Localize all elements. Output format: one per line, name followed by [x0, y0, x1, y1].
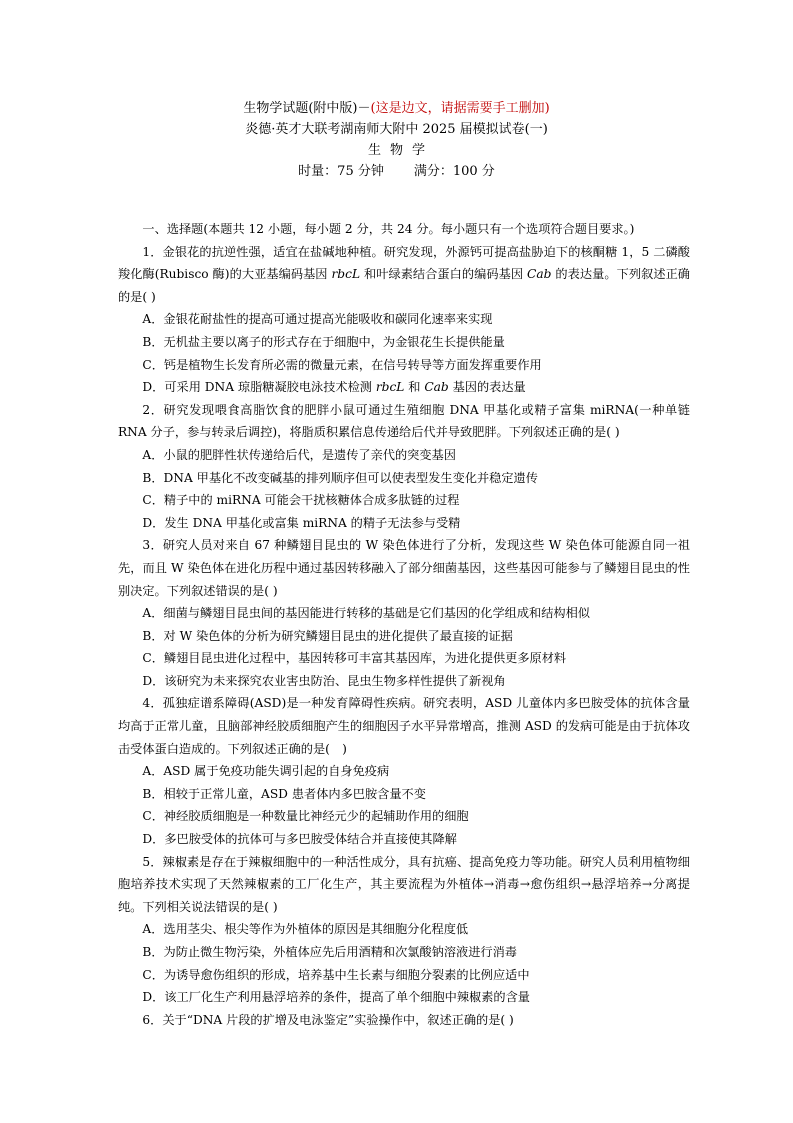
question-2-option-c: C．精子中的 miRNA 可能会干扰核糖体合成多肽链的过程 [142, 493, 460, 508]
subject-title: 生物学 [367, 143, 434, 158]
question-3-option-d: D．该研究为未来探究农业害虫防治、昆虫生物多样性提供了新视角 [142, 673, 506, 688]
question-5-option-b: B．为防止微生物污染，外植体应先后用酒精和次氯酸钠溶液进行消毒 [142, 945, 517, 959]
exam-time: 时量：75 分钟 [298, 164, 384, 179]
gene-name: rbcL [375, 380, 405, 395]
question-5-stem: 5．辣椒素是存在于辣椒细胞中的一种活性成分，具有抗癌、提高免疫力等功能。研究人员利用植物细胞培养技术实现了天然辣椒素的工厂化生产，其主要流程为外植体→消毒→愈伤组织→悬浮培养→分离提纯。下列相关说法错误的是( ) [118, 854, 690, 914]
gene-name: rbcL [331, 267, 361, 282]
question-1-stem [118, 241, 690, 309]
question-4-option-b: B．相较于正常儿童，ASD 患者体内多巴胺含量不变 [142, 786, 426, 801]
question-5-option-c: C．为诱导愈伤组织的形成，培养基中生长素与细胞分裂素的比例应适中 [142, 967, 530, 982]
exam-meta [0, 161, 793, 182]
question-2-option-b: B．DNA 甲基化不改变碱基的排列顺序但可以使表型发生变化并稳定遗传 [142, 470, 538, 485]
gene-name: Cab [424, 380, 449, 395]
exam-score: 满分：100 分 [413, 164, 495, 179]
question-4-stem: 4．孤独症谱系障碍(ASD)是一种发育障碍性疾病。研究表明，ASD 儿童体内多巴胺受体的抗体含量均高于正常儿童，且脑部神经胶质细胞产生的细胞因子水平异常增高，推测 ASD 的发病可能是由于抗体攻击受体蛋白造成的。下列叙述正确的是( ) [118, 696, 690, 756]
question-1-option-a: A．金银花耐盐性的提高可通过提高光能吸收和碳同化速率来实现 [142, 312, 493, 327]
header-running-title [0, 98, 793, 119]
question-2-stem: 2．研究发现喂食高脂饮食的肥胖小鼠可通过生殖细胞 DNA 甲基化或精子富集 miRNA(一种单链 RNA 分子，参与转录后调控)，将脂质积累信息传递给后代并导致肥胖。下列叙述正确的是( ) [118, 402, 690, 440]
question-1-option-b: B．无机盐主要以离子的形式存在于细胞中，为金银花生长提供能量 [142, 334, 505, 349]
q1-option-d-part: D．可采用 DNA 琼脂糖凝胶电泳技术检测 [142, 380, 376, 395]
q1-stem-part: 的表达量。下列叙述正确的是( ) [118, 267, 690, 304]
question-3-stem: 3．研究人员对来自 67 种鳞翅目昆虫的 W 染色体进行了分析，发现这些 W 染色体可能源自同一祖先，而且 W 染色体在进化历程中通过基因转移融入了部分细菌基因，这些基因可能参与了鳞翅目昆虫的性别决定。下列叙述错误的是( ) [118, 538, 690, 598]
exam-header [0, 98, 793, 182]
section-intro: 一、选择题(本题共 12 小题，每小题 2 分，共 24 分。每小题只有一个选项符合题目要求。) [142, 222, 635, 236]
question-4-option-d: D．多巴胺受体的抗体可与多巴胺受体结合并直接使其降解 [142, 832, 457, 847]
question-1-option-d [118, 376, 690, 399]
running-title-note: (这是边文，请据需要手工删加) [370, 101, 550, 116]
q1-option-d-part: 基因的表达量 [448, 380, 526, 395]
question-3-option-c: C．鳞翅目昆虫进化过程中，基因转移可丰富其基因库，为进化提供更多原材料 [142, 651, 567, 666]
question-4-option-c: C．神经胶质细胞是一种数量比神经元少的起辅助作用的细胞 [142, 809, 469, 824]
question-4-option-a: A．ASD 属于免疫功能失调引起的自身免疫病 [142, 764, 390, 779]
question-6-stem: 6．关于“DNA 片段的扩增及电泳鉴定”实验操作中，叙述正确的是( ) [142, 1012, 514, 1027]
running-title-text: 生物学试题(附中版)－ [243, 101, 371, 116]
question-2-option-d: D．发生 DNA 甲基化或富集 miRNA 的精子无法参与受精 [142, 515, 461, 530]
question-5-option-d: D．该工厂化生产利用悬浮培养的条件，提高了单个细胞中辣椒素的含量 [142, 990, 530, 1005]
exam-title: 炎德·英才大联考湖南师大附中 2025 届模拟试卷(一) [245, 122, 548, 137]
question-2-option-a: A．小鼠的肥胖性状传递给后代，是遗传了亲代的突变基因 [142, 447, 456, 462]
question-3-option-b: B．对 W 染色体的分析为研究鳞翅目昆虫的进化提供了最直接的证据 [142, 628, 513, 643]
exam-content [118, 218, 690, 1031]
q1-stem-part: 1．金银花的抗逆性强，适宜在盐碱地种植。研究发现，外源钙可提高盐胁迫下的核酮糖 1，5 二磷酸羧化酶(Rubisco 酶)的大亚基编码基因 [118, 244, 690, 282]
q1-option-d-part: 和 [404, 380, 425, 395]
question-1-option-c: C．钙是植物生长发育所必需的微量元素，在信号转导等方面发挥重要作用 [142, 357, 542, 372]
gene-name: Cab [527, 267, 552, 282]
q1-stem-part: 和叶绿素结合蛋白的编码基因 [360, 267, 528, 282]
question-5-option-a: A．选用茎尖、根尖等作为外植体的原因是其细胞分化程度低 [142, 922, 469, 937]
question-3-option-a: A．细菌与鳞翅目昆虫间的基因能进行转移的基础是它们基因的化学组成和结构相似 [142, 606, 590, 621]
